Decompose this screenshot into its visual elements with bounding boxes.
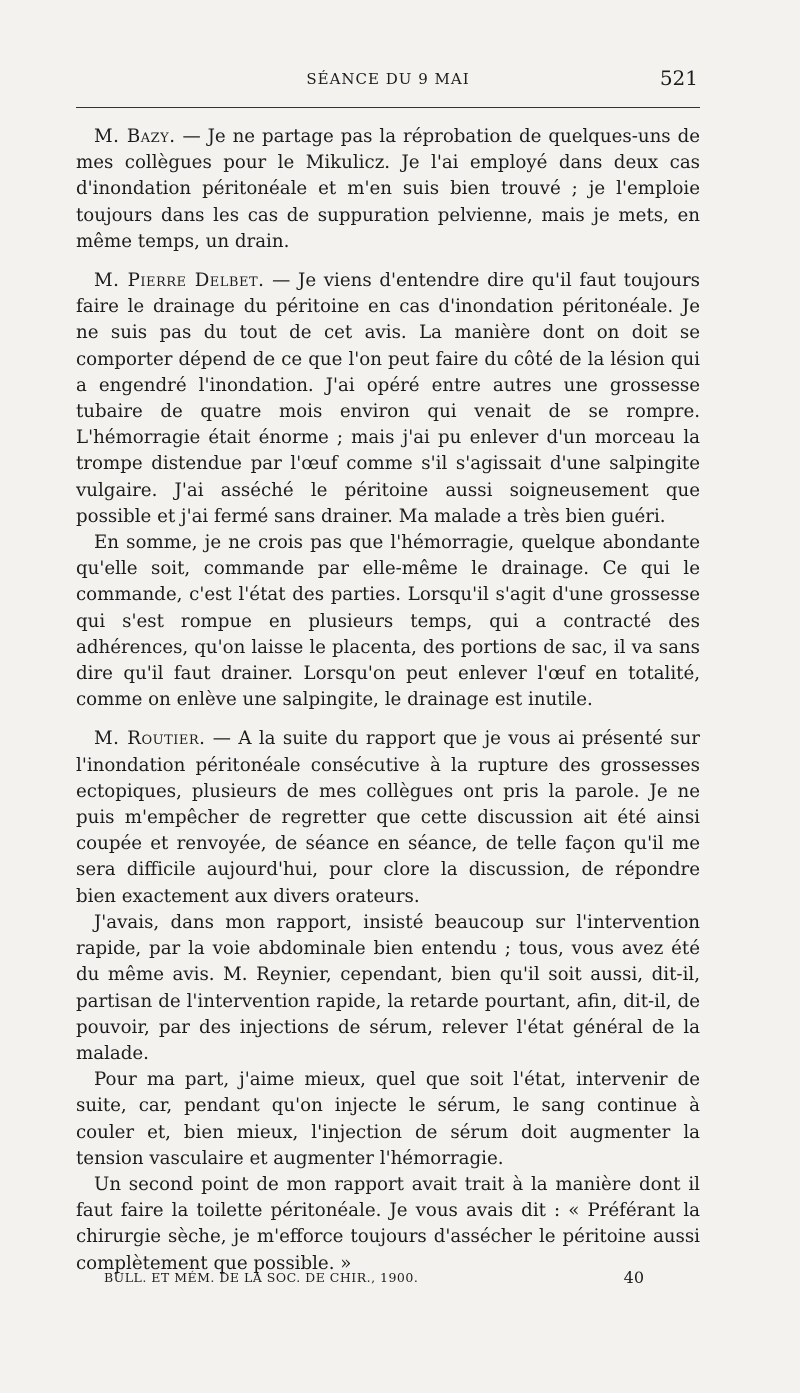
page-footer <box>104 1268 644 1290</box>
running-header <box>76 66 700 96</box>
paragraph-text: J'avais, dans mon rapport, insisté beaucoup sur l'intervention rapide, par la voie abdominale bien entendu ; tous, vous avez été du même avis. M. Reynier, cependant, bien qu'il soit aussi, dit-il, partisan de l'intervention rapide, la retarde pourtant, afin, dit-il, de pouvoir, par des injections de sérum, relever l'état général de la malade. <box>76 911 700 1064</box>
footer-reference: BULL. ET MÉM. DE LA SOC. DE CHIR., 1900. <box>104 1270 419 1285</box>
paragraph-bazy <box>76 124 700 255</box>
paragraph-delbet-continued <box>76 530 700 713</box>
body-text <box>76 124 700 1277</box>
paragraph-text: — Je viens d'entendre dire qu'il faut toujours faire le drainage du péritoine en cas d'inondation péritonéale. Je ne suis pas du tout de cet avis. La manière dont on doit se comporter dépend de ce que l'on peut faire du côté de la lésion qui a engendré l'inondation. J'ai opéré entre autres une grossesse tubaire de quatre mois environ qui venait de se rompre. L'hémorragie était énorme ; mais j'ai pu enlever d'un morceau la trompe distendue par l'œuf comme s'il s'agissait d'une salpingite vulgaire. J'ai asséché le péritoine aussi soigneusement que possible et j'ai fermé sans drainer. Ma malade a très bien guéri. <box>76 270 700 527</box>
paragraph-routier-3 <box>76 1067 700 1172</box>
paragraph-routier-2 <box>76 910 700 1067</box>
paragraph-text: — A la suite du rapport que je vous ai présenté sur l'inondation péritonéale consécutive à la rupture des grossesses ectopiques, plusieurs de mes collègues ont pris la parole. Je ne puis m'empêcher de regretter que cette discussion ait été ainsi coupée et renvoyée, de séance en séance, de telle façon qu'il me sera difficile aujourd'hui, pour clore la discussion, de répondre bien exactement aux divers orateurs. <box>76 728 700 907</box>
paragraph-text: Pour ma part, j'aime mieux, quel que soit l'état, intervenir de suite, car, pendant qu'on injecte le sérum, le sang continue à couler et, bien mieux, l'injection de sérum doit augmenter la tension vasculaire et augmenter l'hémorragie. <box>76 1069 700 1169</box>
paragraph-delbet <box>76 268 700 530</box>
paragraph-text: — Je ne partage pas la réprobation de quelques-uns de mes collègues pour le Mikulicz. Je l'ai employé dans deux cas d'inondation péritonéale et m'en suis bien trouvé ; je l'emploie toujours dans les cas de suppuration pelvienne, mais je mets, en même temps, un drain. <box>76 126 700 252</box>
paragraph-text: Un second point de mon rapport avait trait à la manière dont il faut faire la toilette péritonéale. Je vous avais dit : « Préférant la chirurgie sèche, je m'efforce toujours d'assécher le péritoine aussi complètement que possible. » <box>76 1173 700 1274</box>
footer-signature: 40 <box>623 1268 644 1287</box>
header-rule <box>76 107 700 108</box>
speaker-name: M. Bazy. <box>94 126 176 147</box>
speaker-name: M. Routier. <box>94 728 206 750</box>
page-number: 521 <box>659 66 698 90</box>
paragraph-routier <box>76 726 700 909</box>
paragraph-text: En somme, je ne crois pas que l'hémorragie, quelque abondante qu'elle soit, commande par elle-même le drainage. Ce qui le commande, c'est l'état des parties. Lorsqu'il s'agit d'une grossesse qui s'est rompue en plusieurs temps, qui a contracté des adhérences, qu'on laisse le placenta, des portions de sac, il va sans dire qu'il faut drainer. Lorsqu'on peut enlever l'œuf en totalité, comme on enlève une salpingite, le drainage est inutile. <box>76 532 700 711</box>
speaker-name: M. Pierre Delbet. <box>94 270 265 292</box>
paragraph-routier-4 <box>76 1172 700 1277</box>
header-title: SÉANCE DU 9 MAI <box>306 70 470 88</box>
